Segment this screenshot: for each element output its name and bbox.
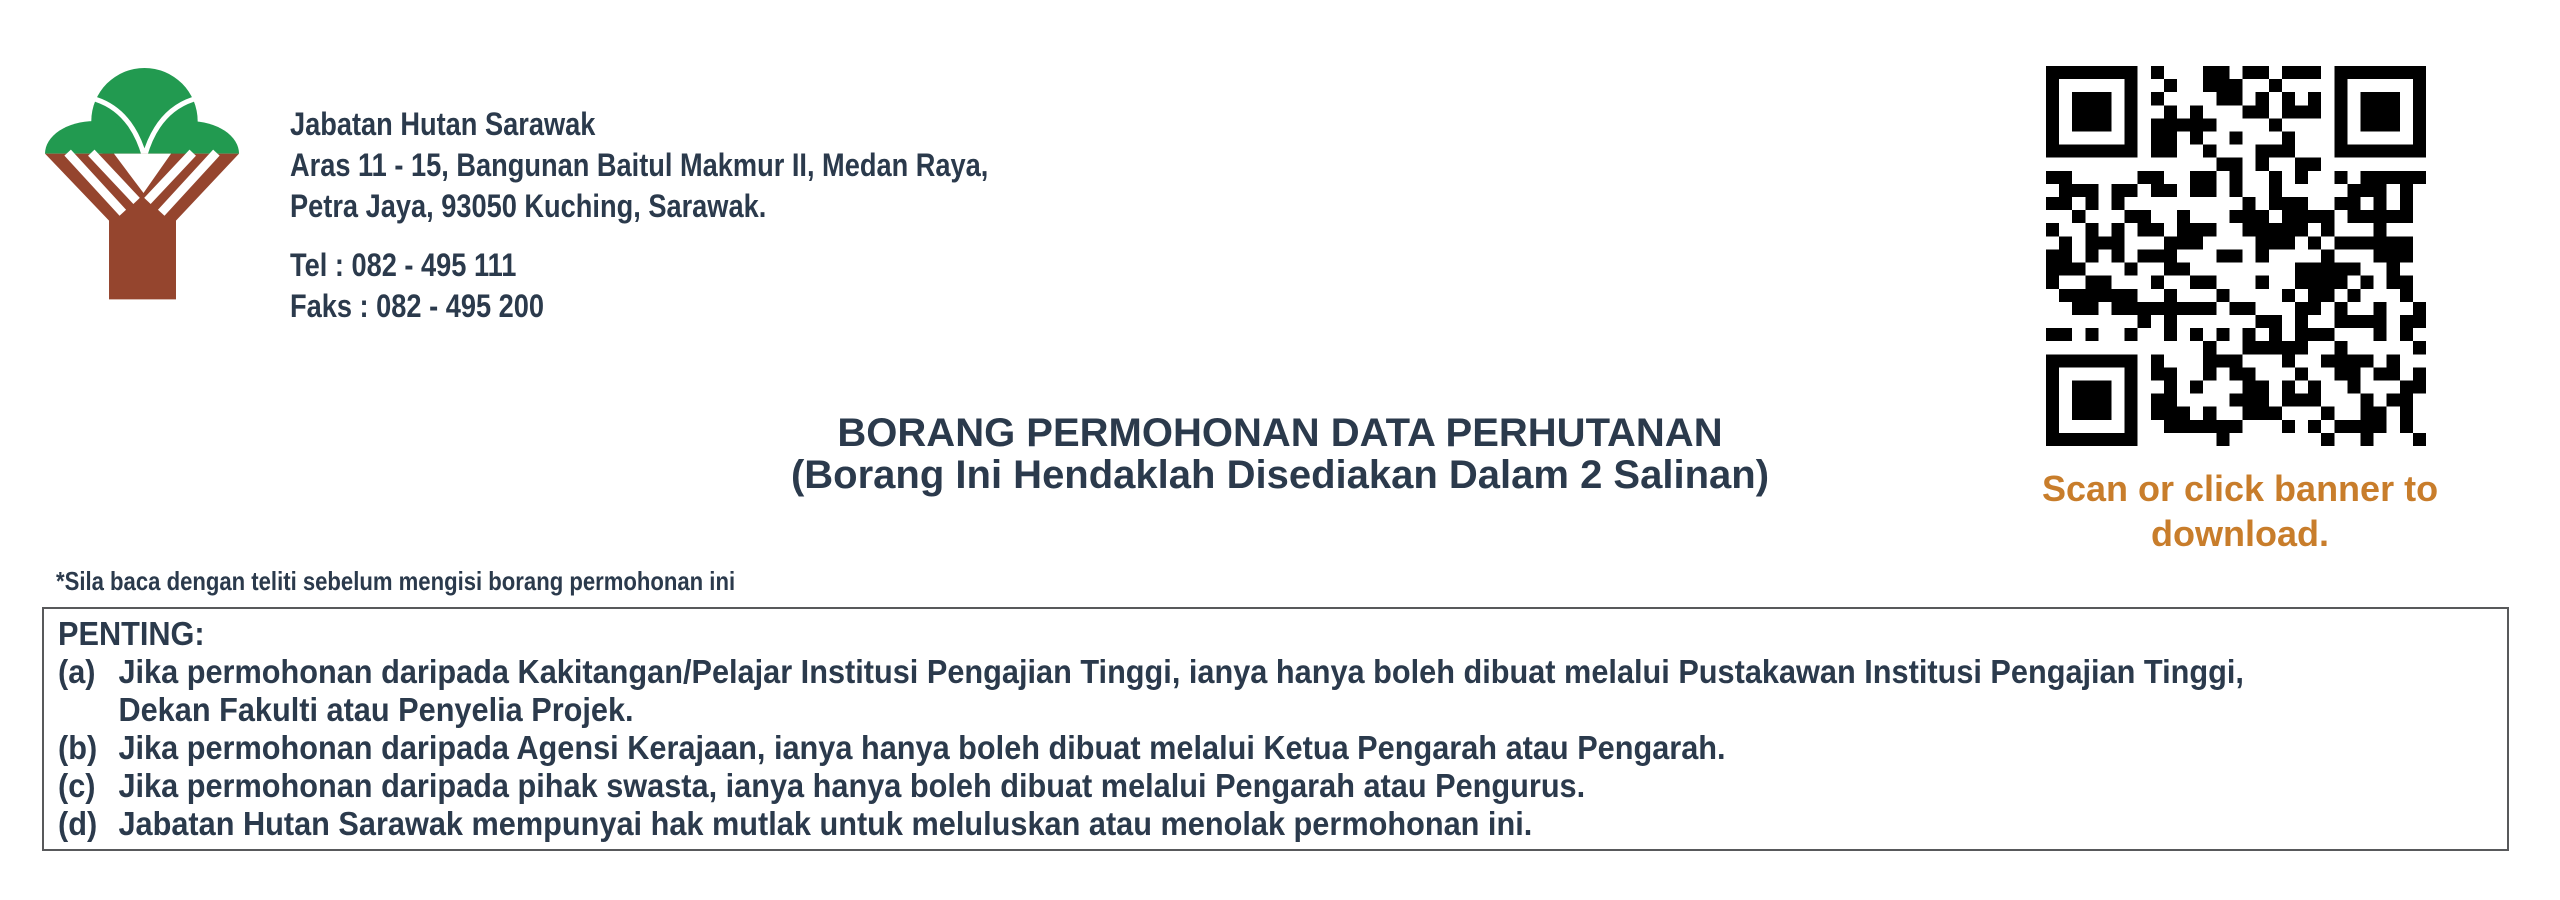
tree-logo-icon [45, 66, 242, 302]
forest-department-logo [45, 66, 242, 306]
org-address-line2: Petra Jaya, 93050 Kuching, Sarawak. [290, 188, 767, 224]
penting-heading: PENTING: [58, 615, 205, 652]
penting-item-c-label: (c) [58, 767, 96, 804]
penting-notice-content [58, 615, 2323, 843]
org-address-line1: Aras 11 - 15, Bangunan Baitul Makmur II, Medan Raya, [290, 147, 989, 183]
qr-download-caption[interactable] [1960, 466, 2520, 556]
qr-caption-line2[interactable]: download. [2151, 513, 2329, 554]
penting-item-b-line1: Jika permohonan daripada Agensi Kerajaan, ianya hanya boleh dibuat melalui Ketua Pengarah atau Pengarah. [118, 729, 1726, 766]
qr-code[interactable] [2046, 66, 2426, 446]
penting-item-d-line1: Jabatan Hutan Sarawak mempunyai hak mutlak untuk meluluskan atau menolak permohonan ini. [118, 805, 1533, 842]
org-faks: Faks : 082 - 495 200 [290, 288, 545, 324]
penting-item-c [58, 767, 2323, 805]
org-name: Jabatan Hutan Sarawak [290, 106, 596, 142]
form-title-line1: BORANG PERMOHONAN DATA PERHUTANAN [837, 411, 1723, 455]
qr-caption-line1[interactable]: Scan or click banner to [2041, 468, 2439, 509]
penting-item-b-label: (b) [58, 729, 98, 766]
form-title-line2: (Borang Ini Hendaklah Disediakan Dalam 2 Salinan) [790, 453, 1770, 497]
penting-item-a-line1: Jika permohonan daripada Kakitangan/Pelajar Institusi Pengajian Tinggi, ianya hanya boleh dibuat melalui Pustakawan Institusi Pengajian Tinggi, [118, 653, 2244, 690]
penting-item-a [58, 653, 2323, 729]
read-carefully-note: *Sila baca dengan teliti sebelum mengisi borang permohonan ini [56, 566, 736, 596]
penting-item-c-line1: Jika permohonan daripada pihak swasta, ianya hanya boleh dibuat melalui Pengarah atau Pengurus. [118, 767, 1586, 804]
penting-item-d [58, 805, 2323, 843]
penting-item-a-label: (a) [58, 653, 96, 690]
penting-notice-box [42, 607, 2509, 851]
penting-item-d-label: (d) [58, 805, 98, 842]
org-address-block [290, 104, 988, 327]
penting-item-b [58, 729, 2323, 767]
qr-code-icon[interactable] [2046, 66, 2426, 446]
org-tel: Tel : 082 - 495 111 [290, 247, 517, 283]
penting-item-a-line2: Dekan Fakulti atau Penyelia Projek. [118, 691, 634, 728]
